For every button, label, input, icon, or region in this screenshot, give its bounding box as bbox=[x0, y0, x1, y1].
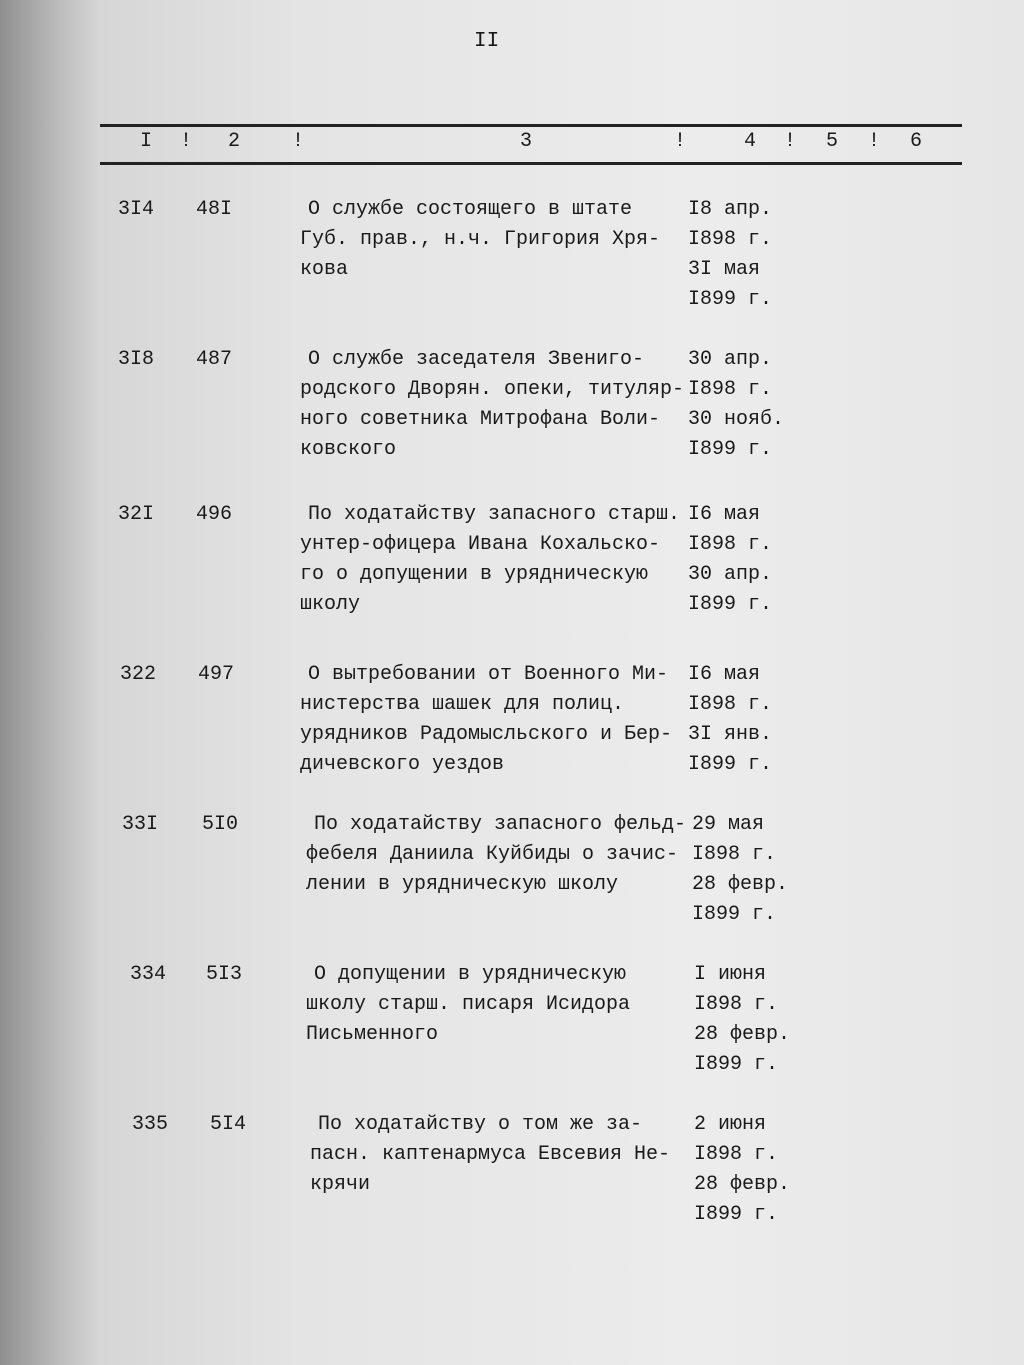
date-line: I898 г. bbox=[694, 1143, 779, 1166]
case-title-line: школу старш. писаря Исидора bbox=[306, 993, 631, 1016]
case-title bbox=[310, 1110, 670, 1200]
case-title-line: унтер-офицера Ивана Кохальско- bbox=[300, 533, 661, 556]
record-number: 3I8 bbox=[118, 348, 155, 371]
header-separator: ! bbox=[784, 130, 797, 153]
case-title-line: лении в урядническую школу bbox=[306, 873, 619, 896]
case-title-line: О службе заседателя Звениго- bbox=[308, 348, 645, 371]
date-line: I899 г. bbox=[692, 903, 777, 926]
date-line: I6 мая bbox=[688, 503, 761, 526]
case-dates bbox=[692, 810, 788, 930]
date-line: I898 г. bbox=[694, 993, 779, 1016]
header-col-6: 6 bbox=[910, 130, 923, 153]
file-number: 5I3 bbox=[206, 963, 243, 986]
file-number: 5I0 bbox=[202, 813, 239, 836]
case-title-line: родского Дворян. опеки, титуляр- bbox=[300, 378, 685, 401]
case-title-line: О службе состоящего в штате bbox=[308, 198, 633, 221]
case-title bbox=[300, 500, 680, 620]
date-line: 30 апр. bbox=[688, 563, 773, 586]
date-line: 30 апр. bbox=[688, 348, 773, 371]
date-line: I898 г. bbox=[688, 693, 773, 716]
case-title bbox=[306, 960, 630, 1050]
file-number: 5I4 bbox=[210, 1113, 247, 1136]
date-line: I899 г. bbox=[694, 1053, 779, 1076]
date-line: I899 г. bbox=[688, 753, 773, 776]
date-line: I899 г. bbox=[694, 1203, 779, 1226]
case-title-line: Письменного bbox=[306, 1023, 439, 1046]
record-number: 322 bbox=[120, 663, 157, 686]
case-title-line: О вытребовании от Военного Ми- bbox=[308, 663, 669, 686]
record-number: 3I4 bbox=[118, 198, 155, 221]
case-dates bbox=[694, 960, 790, 1080]
date-line: 28 февр. bbox=[694, 1023, 791, 1046]
case-title-line: По ходатайству запасного старш. bbox=[308, 503, 681, 526]
case-title-line: ковского bbox=[300, 438, 397, 461]
date-line: 28 февр. bbox=[694, 1173, 791, 1196]
record-number: 334 bbox=[130, 963, 167, 986]
header-col-2: 2 bbox=[228, 130, 241, 153]
file-number: 497 bbox=[198, 663, 235, 686]
date-line: 29 мая bbox=[692, 813, 765, 836]
case-title bbox=[306, 810, 686, 900]
case-title-line: фебеля Даниила Куйбиды о зачис- bbox=[306, 843, 679, 866]
date-line: I899 г. bbox=[688, 438, 773, 461]
date-line: 2 июня bbox=[694, 1113, 767, 1136]
date-line: I899 г. bbox=[688, 593, 773, 616]
case-dates bbox=[688, 660, 772, 780]
header-col-1: I bbox=[140, 130, 153, 153]
header-bottom-rule bbox=[100, 162, 962, 165]
file-number: 48I bbox=[196, 198, 233, 221]
case-title-line: ного советника Митрофана Воли- bbox=[300, 408, 661, 431]
date-line: I июня bbox=[694, 963, 767, 986]
date-line: 28 февр. bbox=[692, 873, 789, 896]
date-line: I898 г. bbox=[688, 533, 773, 556]
case-title-line: Губ. прав., н.ч. Григория Хря- bbox=[300, 228, 661, 251]
header-separator: ! bbox=[674, 130, 687, 153]
case-dates bbox=[688, 345, 784, 465]
record-number: 335 bbox=[132, 1113, 169, 1136]
header-col-4: 4 bbox=[744, 130, 757, 153]
header-separator: ! bbox=[292, 130, 305, 153]
record-number: 32I bbox=[118, 503, 155, 526]
case-title-line: урядников Радомысльского и Бер- bbox=[300, 723, 673, 746]
case-title bbox=[300, 345, 684, 465]
header-separator: ! bbox=[868, 130, 881, 153]
date-line: I6 мая bbox=[688, 663, 761, 686]
file-number: 496 bbox=[196, 503, 233, 526]
case-dates bbox=[694, 1110, 790, 1230]
case-title-line: По ходатайству запасного фельд- bbox=[314, 813, 687, 836]
case-title-line: пасн. каптенармуса Евсевия Не- bbox=[310, 1143, 671, 1166]
date-line: I898 г. bbox=[688, 378, 773, 401]
date-line: I899 г. bbox=[688, 288, 773, 311]
date-line: 3I янв. bbox=[688, 723, 773, 746]
header-separator: ! bbox=[180, 130, 193, 153]
date-line: 30 нояб. bbox=[688, 408, 785, 431]
table-header bbox=[100, 130, 962, 154]
case-title-line: крячи bbox=[310, 1173, 371, 1196]
case-title-line: По ходатайству о том же за- bbox=[318, 1113, 643, 1136]
case-title-line: нистерства шашек для полиц. bbox=[300, 693, 625, 716]
header-col-3: 3 bbox=[520, 130, 533, 153]
case-title bbox=[300, 660, 672, 780]
header-col-5: 5 bbox=[826, 130, 839, 153]
case-title-line: школу bbox=[300, 593, 361, 616]
file-number: 487 bbox=[196, 348, 233, 371]
record-number: 33I bbox=[122, 813, 159, 836]
case-title-line: О допущении в урядническую bbox=[314, 963, 627, 986]
case-title-line: го о допущении в урядническую bbox=[300, 563, 649, 586]
header-top-rule bbox=[100, 124, 962, 127]
case-dates bbox=[688, 195, 772, 315]
case-title bbox=[300, 195, 660, 285]
page-number: II bbox=[474, 30, 500, 53]
date-line: I898 г. bbox=[692, 843, 777, 866]
case-dates bbox=[688, 500, 772, 620]
case-title-line: дичевского уездов bbox=[300, 753, 505, 776]
date-line: I8 апр. bbox=[688, 198, 773, 221]
date-line: I898 г. bbox=[688, 228, 773, 251]
date-line: 3I мая bbox=[688, 258, 761, 281]
case-title-line: кова bbox=[300, 258, 349, 281]
